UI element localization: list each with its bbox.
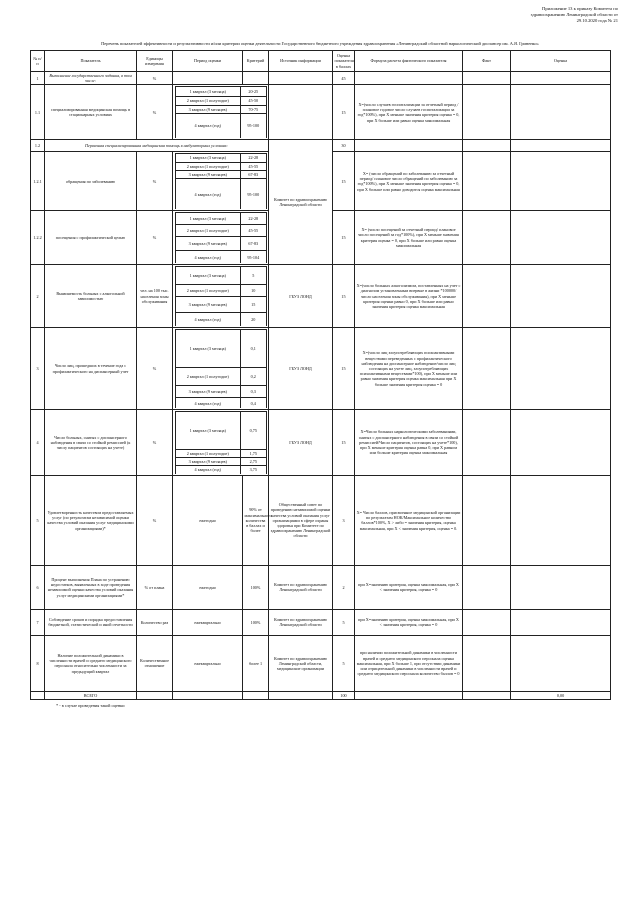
row-points: 15 xyxy=(333,328,355,410)
criterion-q3: 70-75 xyxy=(241,105,266,113)
period-q2: 2 квартал (1 полугодие) xyxy=(175,449,241,457)
row-indicator: Удовлетворенность качеством предоставляемых услуг (по результатам независимой оценки качества условий оказания услуг медицинскими организациями)* xyxy=(45,475,137,565)
col-header: Единицы измерения xyxy=(137,51,173,72)
row-formula: Х= Число баллов, присвоенное медицинской организации по результатам НОК/Максимальное количество баллов*100%, Х > либо = значения критерия, оценка максимальная, при Х < значения критерия, оценка = 0. xyxy=(355,475,463,565)
row-points: 30 xyxy=(333,140,355,152)
row-number: 8 xyxy=(31,635,45,691)
period-q4: 4 квартал (год) xyxy=(175,398,241,408)
table-row xyxy=(31,140,611,152)
col-header: Оценка xyxy=(511,51,611,72)
row-source: Комитет по здравоохранению Ленинградской области, медицинские организации xyxy=(269,635,333,691)
criterion-q2: 45-55 xyxy=(241,225,266,237)
period-q4: 4 квартал (год) xyxy=(175,312,241,326)
row-points: 5 xyxy=(333,635,355,691)
row-score xyxy=(511,72,611,85)
document-title: Перечень показателей эффективности и результативности и/или критерии оценки деятельности Государственного бюджетного учреждения здравоохранения «Ленинградский областной наркологический диспансер им. А.Я. Гриненко» xyxy=(101,41,539,46)
criterion-q4: 95-100 xyxy=(241,113,266,138)
row-score xyxy=(511,609,611,635)
period-q3: 3 квартал (9 месяцев) xyxy=(175,296,241,312)
row-criterion: более 1 xyxy=(243,635,269,691)
row-fact xyxy=(463,409,511,475)
row-criterion: 100% xyxy=(243,609,269,635)
total-blank xyxy=(243,691,269,699)
indicators-table xyxy=(30,50,611,700)
total-label: ВСЕГО xyxy=(45,691,137,699)
period-q3: 3 квартал (9 месяцев) xyxy=(175,105,241,113)
row-indicator: Соблюдение сроков и порядка предоставления бюджетной, статистической и иной отчетности xyxy=(45,609,137,635)
row-score xyxy=(511,565,611,609)
row-score xyxy=(511,140,611,152)
criterion-q1: 22-28 xyxy=(241,154,266,162)
row-number: 1.2.2 xyxy=(31,211,45,265)
row-number: 3 xyxy=(31,328,45,410)
total-points: 100 xyxy=(333,691,355,699)
row-formula: Х=(число случаев госпитализации за отчетный период / плановое годовое число случаев госпитализации за год*100%), при Х меньше значения критерия оценка = 0, при Х больше или равно оценка максимальная xyxy=(355,85,463,140)
row-indicator: обращения по заболеванию xyxy=(45,152,137,211)
period-q1: 1 квартал (3 месяца) xyxy=(175,87,241,97)
table-row xyxy=(31,328,611,410)
row-number: 1.1 xyxy=(31,85,45,140)
header-line-3: 29.10.2020 года № 21 xyxy=(576,18,618,23)
table-row xyxy=(31,85,611,140)
row-formula xyxy=(355,72,463,85)
criterion-q2: 1,75 xyxy=(241,449,266,457)
row-score xyxy=(511,328,611,410)
row-period: ежеквартально xyxy=(173,609,243,635)
total-score: 0,00 xyxy=(511,691,611,699)
total-blank xyxy=(137,691,173,699)
criterion-q4: 3,75 xyxy=(241,466,266,474)
period-q3: 3 квартал (9 месяцев) xyxy=(175,170,241,178)
row-unit: % xyxy=(137,85,173,140)
row-fact xyxy=(463,635,511,691)
table-header-row xyxy=(31,51,611,72)
row-formula: при наличии положительной динамики в численности врачей и среднего медицинского персонала оценка максимальная, при X больше 1, при отсутствии динамики или отрицательной динамики в численности врачей и среднего медицинского персонала количество баллов = 0 xyxy=(355,635,463,691)
footnote: * - в случае проведения такой оценки xyxy=(56,703,125,708)
criterion-q2: 0,2 xyxy=(241,368,266,386)
row-number: 6 xyxy=(31,565,45,609)
total-blank xyxy=(173,691,243,699)
criterion-q3: 67-83 xyxy=(241,170,266,178)
period-q1: 1 квартал (3 месяца) xyxy=(175,411,241,449)
row-number: 1.2.1 xyxy=(31,152,45,211)
period-q3: 3 квартал (9 месяцев) xyxy=(175,386,241,398)
table-row xyxy=(31,264,611,328)
criterion-q2: 45-55 xyxy=(241,162,266,170)
row-unit: % от плана xyxy=(137,565,173,609)
row-fact xyxy=(463,72,511,85)
criterion-q1: 0,1 xyxy=(241,330,266,368)
period-q3: 3 квартал (9 месяцев) xyxy=(175,237,241,251)
period-q2: 2 квартал (1 полугодие) xyxy=(175,368,241,386)
row-formula: Х=Число больных наркологическими заболеваниями, снятых с диспансерного наблюдения в связи со стойкой ремиссией/Число пациентов, состоящих на учете*100), при Х меньше критерия оценка равна 0, при Х равном или больше критерия оценка максимальная xyxy=(355,409,463,475)
row-score xyxy=(511,211,611,265)
row-unit: % xyxy=(137,211,173,265)
row-indicator: Наличие положительной динамики в численности врачей и среднего медицинского персонала относительно численности за предыдущий квартал xyxy=(45,635,137,691)
row-indicator: Первичная специализированная медицинская помощь в амбулаторных условиях: xyxy=(45,140,269,152)
criterion-q4: 0,4 xyxy=(241,398,266,408)
period-q4: 4 квартал (год) xyxy=(175,466,241,474)
row-fact xyxy=(463,140,511,152)
row-points: 15 xyxy=(333,409,355,475)
criterion-q4: 95-104 xyxy=(241,251,266,263)
row-period: ежегодно xyxy=(173,475,243,565)
table-row xyxy=(31,565,611,609)
row-points: 15 xyxy=(333,85,355,140)
criterion-q4: 95-100 xyxy=(241,178,266,209)
row-points: 15 xyxy=(333,211,355,265)
period-q4: 4 квартал (год) xyxy=(175,251,241,263)
table-row xyxy=(31,475,611,565)
row-fact xyxy=(463,328,511,410)
col-header: Источник информации xyxy=(269,51,333,72)
row-source: Комитет по здравоохранению Ленинградской области xyxy=(269,565,333,609)
total-blank xyxy=(31,691,45,699)
col-header: Критерий xyxy=(243,51,269,72)
period-q2: 2 квартал (1 полугодие) xyxy=(175,162,241,170)
criterion-q3: 15 xyxy=(241,296,266,312)
row-indicator: Число лиц, прошедших в течение года с профилактического на диспансерный учет xyxy=(45,328,137,410)
row-number: 4 xyxy=(31,409,45,475)
period-criteria-block xyxy=(173,85,269,140)
period-q1: 1 квартал (3 месяца) xyxy=(175,266,241,284)
period-q2: 2 квартал (1 полугодие) xyxy=(175,97,241,105)
row-source: ГБУЗ ЛОНД xyxy=(269,328,333,410)
row-fact xyxy=(463,85,511,140)
row-fact xyxy=(463,211,511,265)
table-row xyxy=(31,409,611,475)
row-unit: % xyxy=(137,328,173,410)
col-header: Показатель xyxy=(45,51,137,72)
row-unit: % xyxy=(137,72,173,85)
criterion-q3: 2,75 xyxy=(241,458,266,466)
row-period: ежегодно xyxy=(173,565,243,609)
header-line-2: здравоохранению Ленинградской области от xyxy=(530,12,618,17)
row-number: 1.2 xyxy=(31,140,45,152)
row-number: 1 xyxy=(31,72,45,85)
header-line-1: Приложение 13 к приказу Комитета по xyxy=(542,6,618,11)
criterion-q1: 5 xyxy=(241,266,266,284)
row-fact xyxy=(463,264,511,328)
row-source: Комитет по здравоохранению Ленинградской области xyxy=(269,609,333,635)
row-points: 3 xyxy=(333,475,355,565)
period-criteria-block xyxy=(173,211,269,265)
row-points: 15 xyxy=(333,152,355,211)
row-score xyxy=(511,152,611,211)
row-fact xyxy=(463,152,511,211)
row-source: ГБУЗ ЛОНД xyxy=(269,409,333,475)
criterion-q2: 45-50 xyxy=(241,97,266,105)
period-q1: 1 квартал (3 месяца) xyxy=(175,213,241,225)
table-row xyxy=(31,72,611,85)
row-criterion: 90% от максимального количества в баллах и более xyxy=(243,475,269,565)
row-indicator: специализированная медицинская помощь в стационарных условиях xyxy=(45,85,137,140)
row-unit: чел. на 100 тыс. населения зоны обслуживания xyxy=(137,264,173,328)
table-row xyxy=(31,635,611,691)
row-indicator: Процент выполнения Плана по устранению недостатков, выявленных в ходе проведения независимой оценки качества условий оказания услуг медицинскими организациями* xyxy=(45,565,137,609)
row-source: ГБУЗ ЛОНД xyxy=(269,264,333,328)
col-header: Период оценки xyxy=(173,51,243,72)
row-indicator: Выполнение государственного задания, в том числе: xyxy=(45,72,137,85)
criterion-q4: 20 xyxy=(241,312,266,326)
total-blank xyxy=(355,691,463,699)
row-source xyxy=(269,85,333,140)
row-score xyxy=(511,85,611,140)
row-source: Комитет по здравоохранению Ленинградской области xyxy=(269,140,333,265)
row-fact xyxy=(463,565,511,609)
period-criteria-block xyxy=(173,264,269,328)
period-q2: 2 квартал (1 полугодие) xyxy=(175,284,241,296)
total-row xyxy=(31,691,611,699)
row-criterion: 100% xyxy=(243,565,269,609)
table-row xyxy=(31,609,611,635)
row-number: 2 xyxy=(31,264,45,328)
row-fact xyxy=(463,475,511,565)
row-score xyxy=(511,475,611,565)
period-criteria-block xyxy=(173,409,269,475)
total-blank xyxy=(463,691,511,699)
row-formula: Х=(число лиц злоупотребляющих психоактивными веществами переведенных с профилактического наблюдения на диспансерное наблюдение/число лиц состоящих на учете лиц, злоупотребляющих психоактивными веществами*100), при Х меньше или равно значения критерия оценка максимальная при Х больше значения критерия оценка = 0 xyxy=(355,328,463,410)
period-q3: 3 квартал (9 месяцев) xyxy=(175,458,241,466)
criterion-q2: 10 xyxy=(241,284,266,296)
period-q4: 4 квартал (год) xyxy=(175,178,241,209)
period-q4: 4 квартал (год) xyxy=(175,113,241,138)
row-number: 7 xyxy=(31,609,45,635)
row-fact xyxy=(463,609,511,635)
document-header xyxy=(428,6,618,24)
col-header: Факт xyxy=(463,51,511,72)
period-q1: 1 квартал (3 месяца) xyxy=(175,154,241,162)
row-score xyxy=(511,635,611,691)
row-points: 15 xyxy=(333,264,355,328)
row-source xyxy=(269,72,333,85)
row-score xyxy=(511,409,611,475)
col-header: Формула расчета фактического показателя xyxy=(355,51,463,72)
row-unit: Количественное отношение xyxy=(137,635,173,691)
row-formula: Х= (число обращений по заболеванию за отчетный период/ плановое число обращений по заболеванию за год*100%), при Х меньше значения критерия оценка = 0, при Х больше или равно доводится оценка максимальная xyxy=(355,152,463,211)
row-points: 45 xyxy=(333,72,355,85)
row-period xyxy=(173,72,243,85)
period-criteria-block xyxy=(173,328,269,410)
row-period: ежеквартально xyxy=(173,635,243,691)
row-indicator: Число больных, снятых с диспансерного наблюдения в связи со стойкой ремиссией (к числу пациентов состоящих на учете) xyxy=(45,409,137,475)
criterion-q3: 0,3 xyxy=(241,386,266,398)
row-criterion xyxy=(243,72,269,85)
row-formula: при Х=значению критерия, оценка максимальная, при Х < значения критерия, оценка = 0 xyxy=(355,609,463,635)
criterion-q1: 22-28 xyxy=(241,213,266,225)
row-unit: % xyxy=(137,475,173,565)
criterion-q1: 20-25 xyxy=(241,87,266,97)
row-indicator: посещения с профилактической целью xyxy=(45,211,137,265)
row-number: 5 xyxy=(31,475,45,565)
period-q2: 2 квартал (1 полугодие) xyxy=(175,225,241,237)
row-indicator: Выявляемость больных с алкогольной зависимостью xyxy=(45,264,137,328)
criterion-q3: 67-83 xyxy=(241,237,266,251)
period-criteria-block xyxy=(173,152,269,211)
row-points: 5 xyxy=(333,609,355,635)
row-formula: при Х=значению критерия, оценка максимальная, при Х < значения критерия, оценка = 0 xyxy=(355,565,463,609)
period-q1: 1 квартал (3 месяца) xyxy=(175,330,241,368)
row-points: 2 xyxy=(333,565,355,609)
row-formula: Х= (число посещений за отчетный период/ плановое число посещений за год*100%), при Х меньше значения критерия оценка = 0, при Х больше или равно оценка максимальная xyxy=(355,211,463,265)
row-score xyxy=(511,264,611,328)
col-header: № п/п xyxy=(31,51,45,72)
criterion-q1: 0,75 xyxy=(241,411,266,449)
total-blank xyxy=(269,691,333,699)
row-formula xyxy=(355,140,463,152)
col-header: Оценка показателя в баллах xyxy=(333,51,355,72)
row-unit: Количество раз xyxy=(137,609,173,635)
row-formula: Х=(число больных алкоголизмом, поставленных на учет с диагнозом установленным впервые в жизни *100000/число населения зоны обслуживания), при Х меньше критерия оценки равно 0, при Х больше или равно значения критерия оценка максимальная xyxy=(355,264,463,328)
row-unit: % xyxy=(137,409,173,475)
row-source: Общественный совет по проведению независимой оценки качества условий оказания услуг организациями в сфере охраны здоровья при Комитете по здравоохранению Ленинградской области xyxy=(269,475,333,565)
row-unit: % xyxy=(137,152,173,211)
